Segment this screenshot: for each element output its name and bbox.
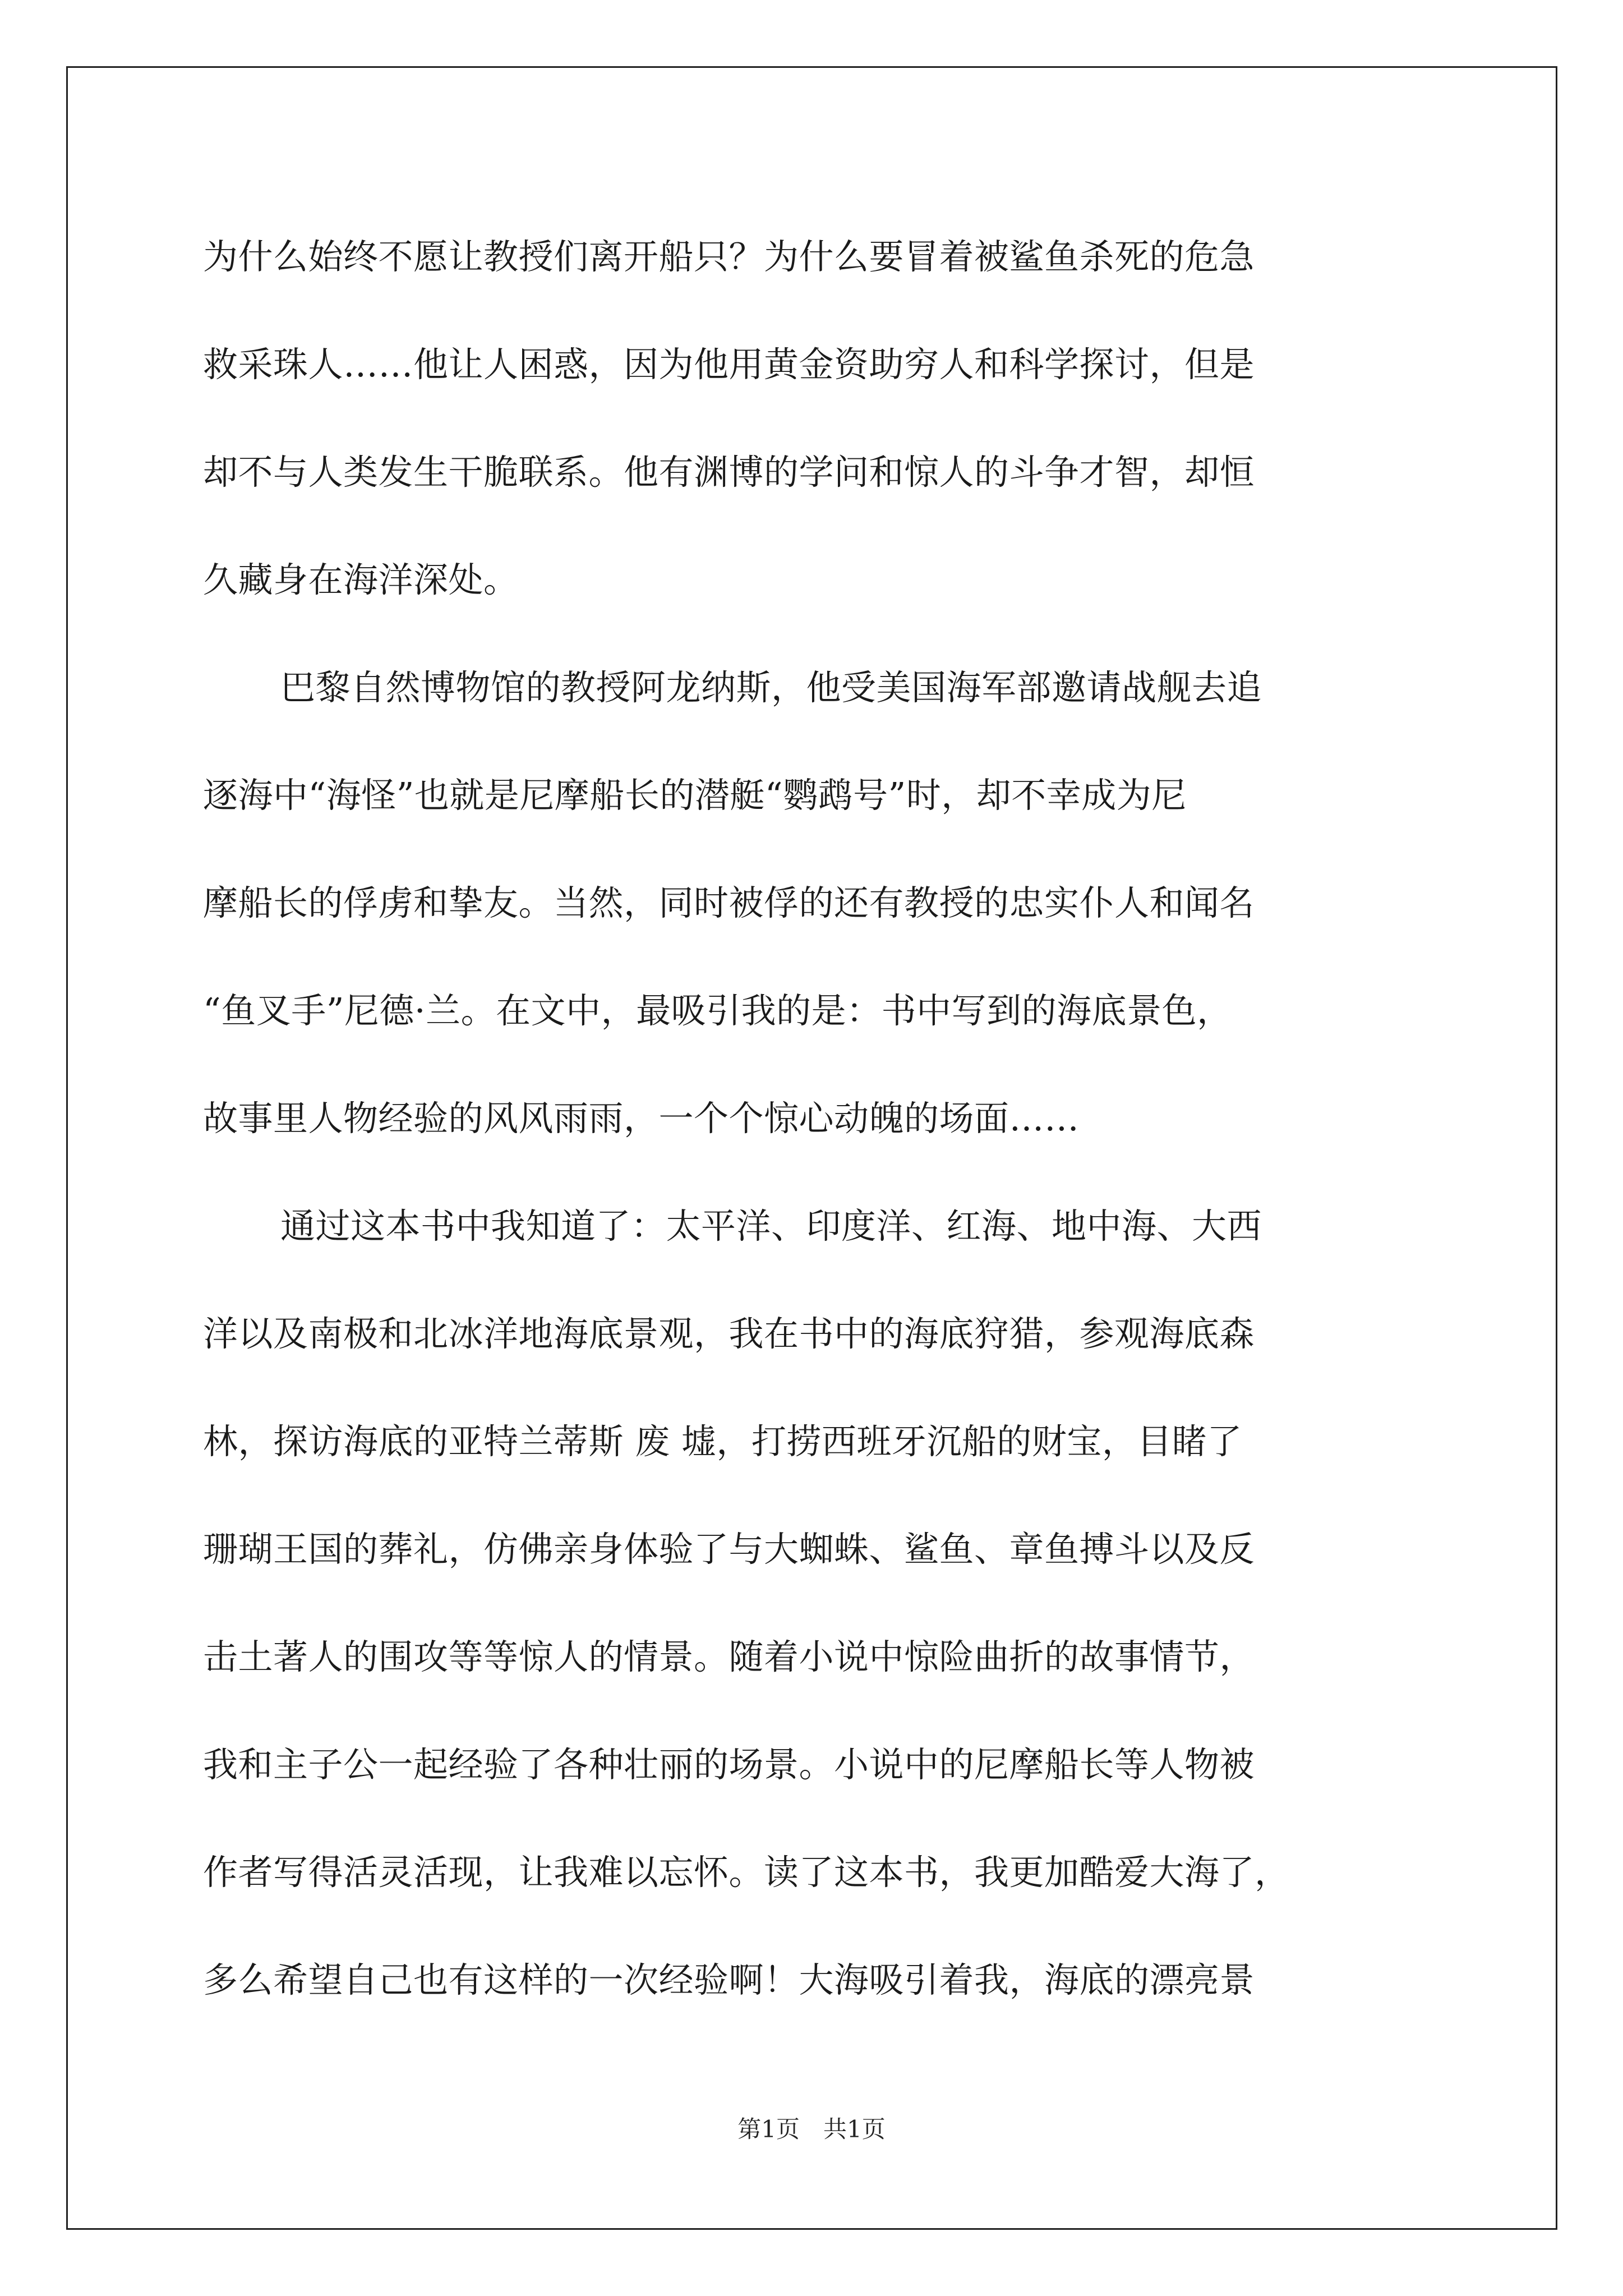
text-line: 却不与人类发生干脆联系。他有渊博的学问和惊人的斗争才智，却恒 (203, 452, 1255, 493)
text-line: “鱼叉手”尼德·兰。在文中，最吸引我的是：书中写到的海底景色， (203, 990, 1232, 1031)
text-line: 击土著人的围攻等等惊人的情景。随着小说中惊险曲折的故事情节， (203, 1636, 1255, 1677)
text-line: 我和主子公一起经验了各种壮丽的场景。小说中的尼摩船长等人物被 (203, 1744, 1255, 1785)
text-line: 故事里人物经验的风风雨雨，一个个惊心动魄的场面…… (203, 1098, 1080, 1139)
text-line: 巴黎自然博物馆的教授阿龙纳斯，他受美国海军部邀请战舰去追 (280, 667, 1262, 708)
text-line: 通过这本书中我知道了：太平洋、印度洋、红海、地中海、大西 (280, 1205, 1262, 1246)
text-line: 林，探访海底的亚特兰蒂斯 废 墟，打捞西班牙沉船的财宝，目睹了 (203, 1421, 1242, 1462)
text-line: 救采珠人……他让人困惑，因为他用黄金资助穷人和科学探讨，但是 (203, 344, 1255, 385)
text-line: 摩船长的俘虏和挚友。当然，同时被俘的还有教授的忠实仆人和闻名 (203, 882, 1255, 923)
text-line: 为什么始终不愿让教授们离开船只？为什么要冒着被鲨鱼杀死的危急 (203, 236, 1255, 277)
page-number-footer: 第1页 共1页 (737, 2115, 886, 2143)
text-line: 多么希望自己也有这样的一次经验啊！大海吸引着我，海底的漂亮景 (203, 1959, 1255, 2000)
text-line: 洋以及南极和北冰洋地海底景观，我在书中的海底狩猎，参观海底森 (203, 1313, 1255, 1354)
document-body (203, 203, 1448, 2034)
text-line: 久藏身在海洋深处。 (203, 559, 519, 600)
text-line: 作者写得活灵活现，让我难以忘怀。读了这本书，我更加酷爱大海了， (203, 1852, 1290, 1893)
text-line: 逐海中“海怪”也就是尼摩船长的潜艇“鹦鹉号”时，却不幸成为尼 (203, 775, 1187, 816)
text-line: 珊瑚王国的葬礼，仿佛亲身体验了与大蜘蛛、鲨鱼、章鱼搏斗以及反 (203, 1529, 1255, 1570)
